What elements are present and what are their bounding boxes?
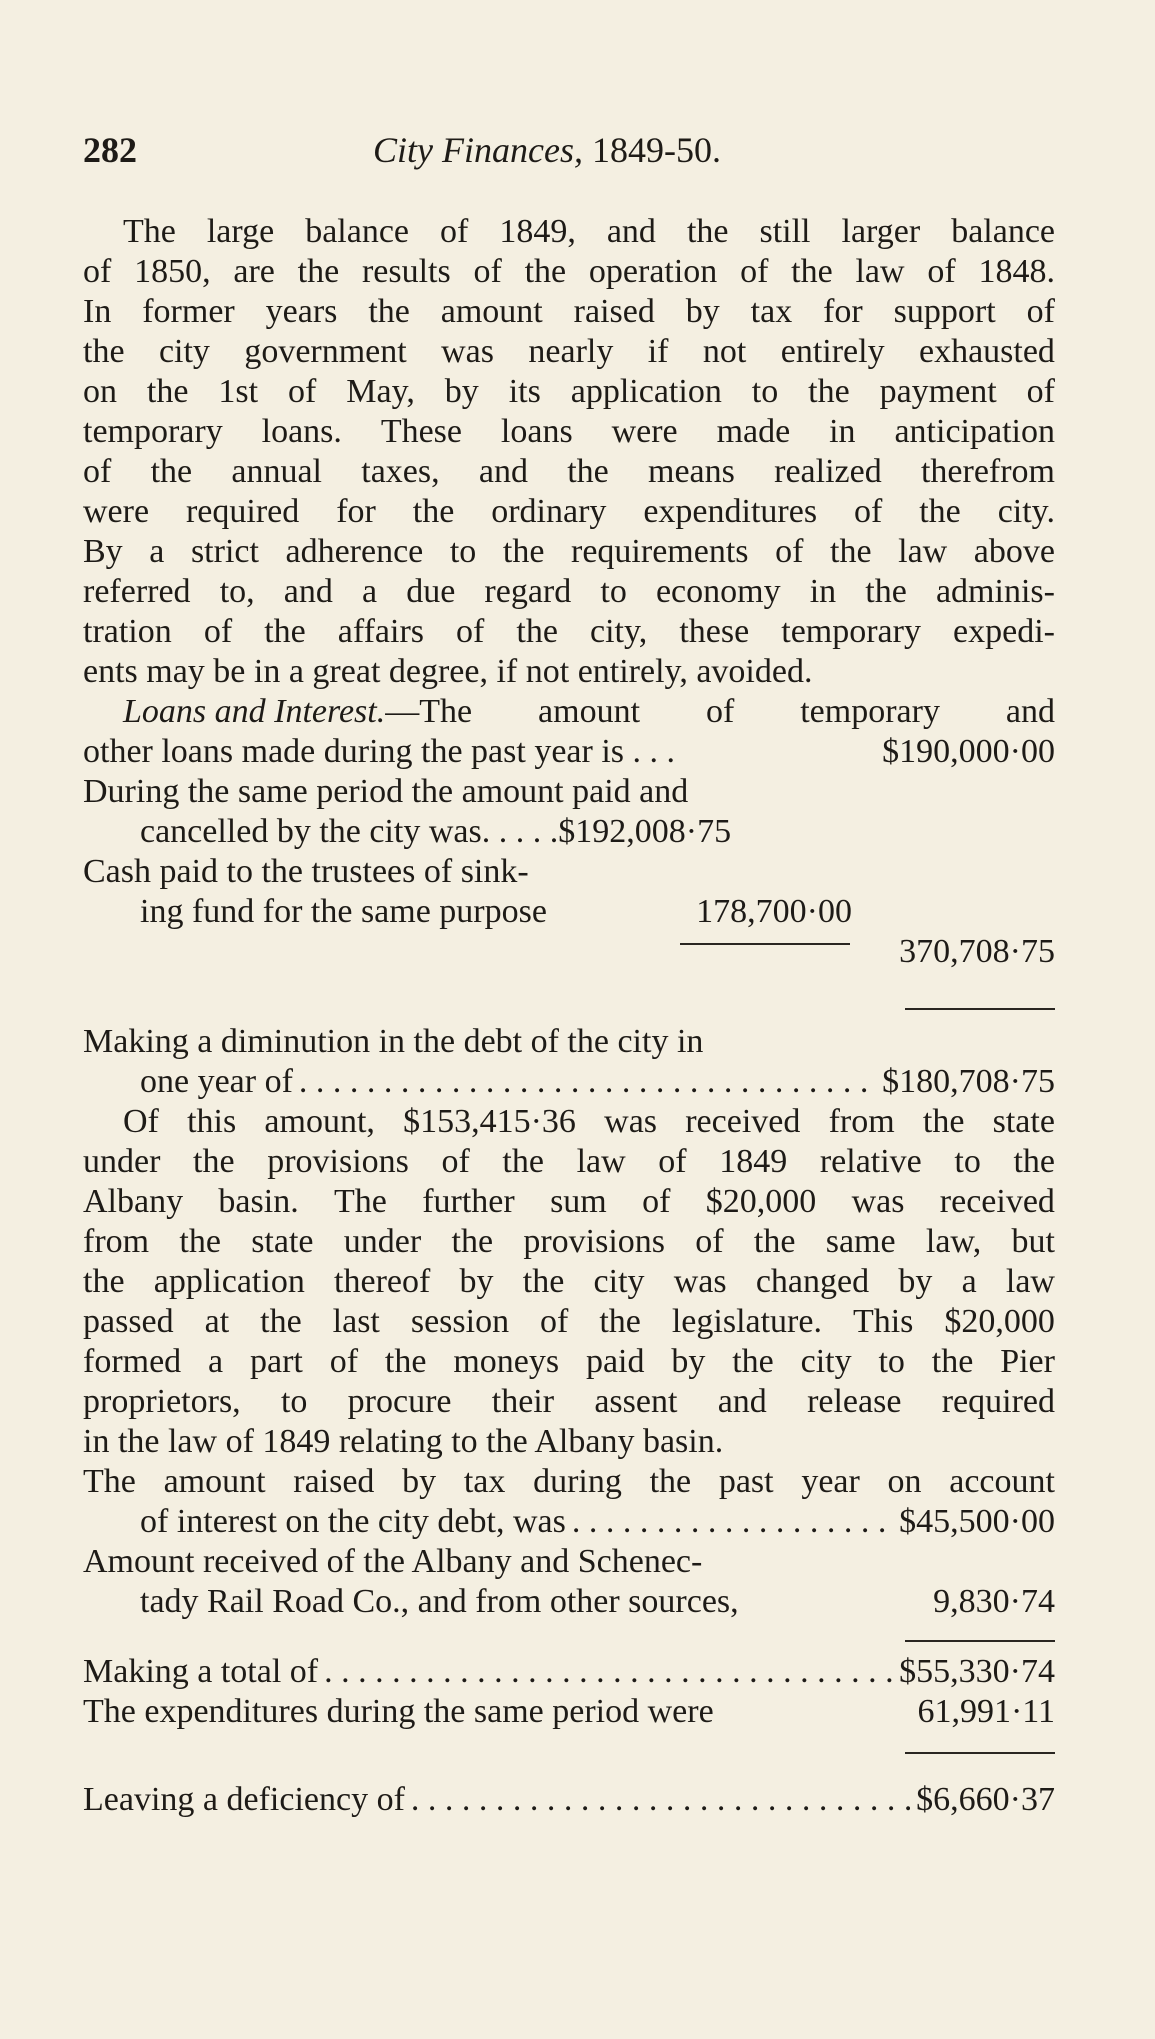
interest-total-text: Making a total of bbox=[83, 1653, 319, 1690]
p2-line-4: from the state under the provisions of the same law, but bbox=[83, 1223, 1055, 1260]
deficiency-text: Leaving a deficiency of bbox=[83, 1781, 405, 1818]
deficiency-amount: $6,660·37 bbox=[916, 1781, 1055, 1818]
p1-line-5: on the 1st of May, by its application to the payment of bbox=[83, 373, 1055, 410]
loans-line-2-text: other loans made during the past year is . . . bbox=[83, 733, 676, 770]
p1-line-8: were required for the ordinary expenditures of the city. bbox=[83, 493, 1055, 530]
interest-line-2-amount: $45,500·00 bbox=[899, 1503, 1055, 1540]
p2-line-5: the application thereof by the city was changed by a law bbox=[83, 1263, 1055, 1300]
p2-line-6: passed at the last session of the legislature. This $20,000 bbox=[83, 1303, 1055, 1340]
interest-line-3: Amount received of the Albany and Schenec- bbox=[83, 1543, 703, 1580]
loans-line-4-text: cancelled by the city was. . . . . bbox=[140, 813, 559, 850]
p2-line-8: proprietors, to procure their assent and release required bbox=[83, 1383, 1055, 1420]
p2-line-2: under the provisions of the law of 1849 relative to the bbox=[83, 1143, 1055, 1180]
diminution-line-2 bbox=[140, 1062, 1055, 1102]
p1-line-7: of the annual taxes, and the means realized therefrom bbox=[83, 453, 1055, 490]
loans-heading: Loans and Interest. bbox=[123, 693, 386, 730]
expenditures-line bbox=[83, 1692, 1055, 1732]
p1-line-3: In former years the amount raised by tax for support of bbox=[83, 293, 1055, 330]
p2-line-7: formed a part of the moneys paid by the city to the Pier bbox=[83, 1343, 1055, 1380]
loans-line-6-text: ing fund for the same purpose bbox=[140, 893, 547, 930]
p1-line-1: The large balance of 1849, and the still larger balance bbox=[123, 213, 1055, 250]
p1-line-9: By a strict adherence to the requirements of the law above bbox=[83, 533, 1055, 570]
diminution-label: one year of bbox=[140, 1063, 293, 1100]
loans-line-2 bbox=[83, 732, 1055, 772]
title-italic: City Finances, bbox=[373, 130, 583, 170]
loans-line-5: Cash paid to the trustees of sink- bbox=[83, 853, 529, 890]
total-rule bbox=[905, 1008, 1055, 1010]
dot-leader bbox=[324, 1652, 893, 1692]
interest-line-4-text: tady Rail Road Co., and from other sources, bbox=[140, 1583, 739, 1620]
p2-line-1: Of this amount, $153,415·36 was received from the state bbox=[123, 1103, 1055, 1140]
p2-line-3: Albany basin. The further sum of $20,000 was received bbox=[83, 1183, 1055, 1220]
loans-line-1-rest: —The amount of temporary and bbox=[385, 693, 1055, 730]
loans-line-6-amount: 178,700·00 bbox=[696, 893, 852, 930]
dot-leader bbox=[572, 1502, 893, 1542]
interest-line-4 bbox=[140, 1582, 1055, 1622]
deficiency-rule bbox=[905, 1752, 1055, 1754]
loans-line-4 bbox=[140, 812, 860, 852]
loans-line-4-amount: $192,008·75 bbox=[558, 813, 732, 850]
p1-line-10: referred to, and a due regard to economy in the adminis- bbox=[83, 573, 1055, 610]
page-number: 282 bbox=[83, 130, 137, 170]
title-years: 1849-50. bbox=[591, 130, 721, 170]
loans-total-line bbox=[83, 932, 1055, 972]
loans-line-6 bbox=[140, 892, 852, 932]
p1-line-4: the city government was nearly if not entirely exhausted bbox=[83, 333, 1055, 370]
p1-line-11: tration of the affairs of the city, these temporary expedi- bbox=[83, 613, 1055, 650]
expenditures-amount: 61,991·11 bbox=[917, 1693, 1055, 1730]
interest-total-amount: $55,330·74 bbox=[899, 1653, 1055, 1690]
interest-line-2-text: of interest on the city debt, was bbox=[140, 1503, 566, 1540]
page-title bbox=[373, 128, 721, 172]
loans-line-2-amount: $190,000·00 bbox=[882, 733, 1055, 770]
loans-line-3: During the same period the amount paid and bbox=[83, 773, 689, 810]
p1-line-12: ents may be in a great degree, if not entirely, avoided. bbox=[83, 653, 813, 690]
interest-line-4-amount: 9,830·74 bbox=[933, 1583, 1055, 1620]
interest-subtotal-rule bbox=[905, 1640, 1055, 1642]
loans-total-amount: 370,708·75 bbox=[899, 933, 1055, 970]
dot-leader bbox=[411, 1780, 910, 1820]
diminution-line-1: Making a diminution in the debt of the city in bbox=[83, 1023, 704, 1060]
interest-total-line bbox=[83, 1652, 1055, 1692]
loans-heading-line bbox=[123, 692, 1055, 732]
interest-line-2 bbox=[140, 1502, 1055, 1542]
deficiency-line bbox=[83, 1780, 1055, 1820]
p2-line-9: in the law of 1849 relating to the Albany basin. bbox=[83, 1423, 724, 1460]
expenditures-text: The expenditures during the same period were bbox=[83, 1693, 714, 1730]
diminution-amount: $180,708·75 bbox=[882, 1063, 1055, 1100]
p1-line-2: of 1850, are the results of the operation of the law of 1848. bbox=[83, 253, 1055, 290]
interest-line-1: The amount raised by tax during the past year on account bbox=[83, 1463, 1055, 1500]
dot-leader bbox=[299, 1062, 876, 1102]
p1-line-6: temporary loans. These loans were made in anticipation bbox=[83, 413, 1055, 450]
